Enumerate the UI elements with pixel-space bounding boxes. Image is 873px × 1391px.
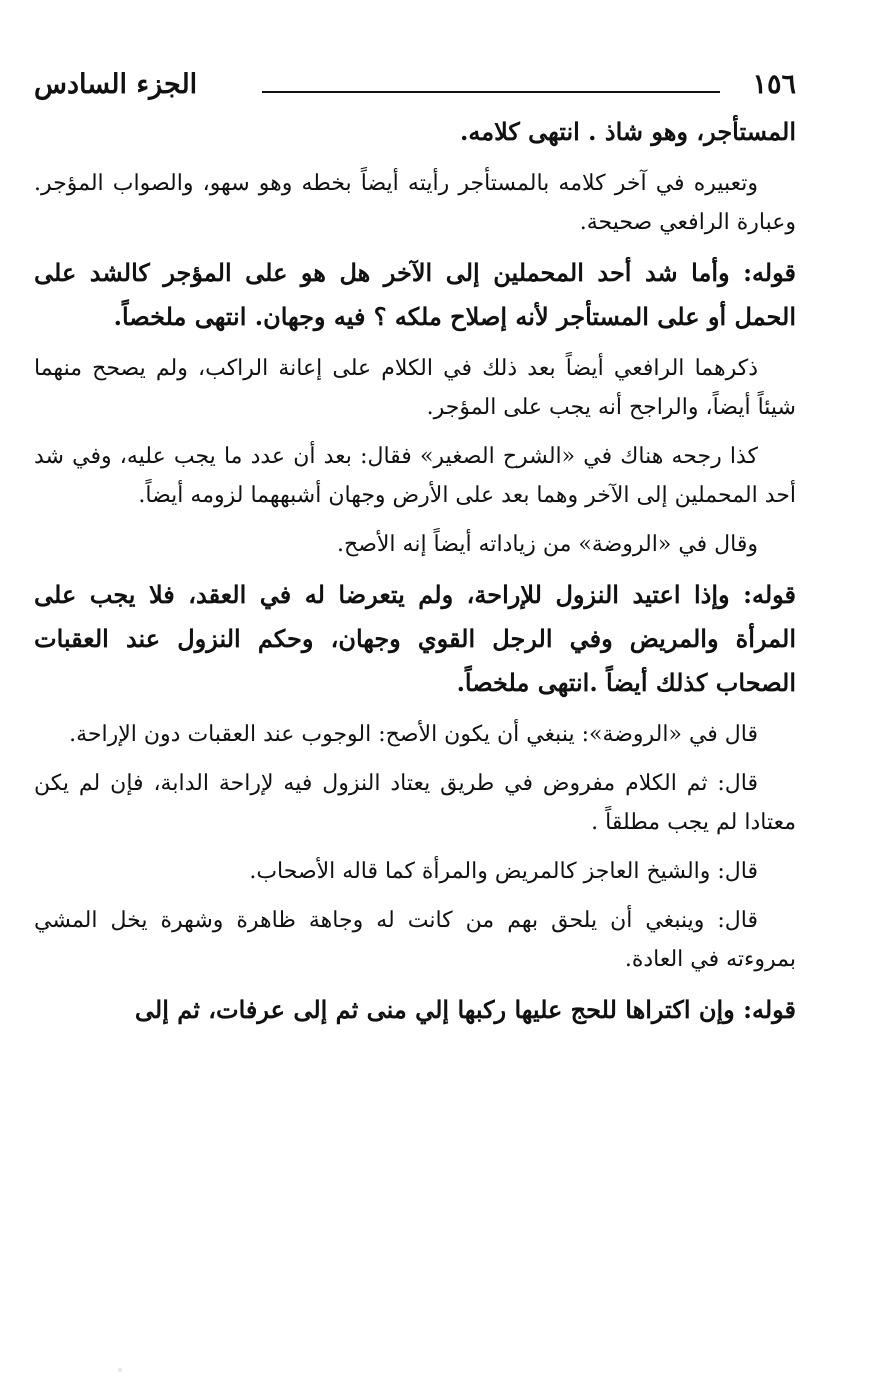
- quoted-statement: قوله: وأما شد أحد المحملين إلى الآخر هل هو على المؤجر كالشد على الحمل أو على المستأجر لأنه إصلاح ملكه ؟ فيه وجهان. انتهى ملخصاً.: [34, 258, 796, 331]
- quoted-statement: قوله: وإن اكتراها للحج عليها ركبها إلي منى ثم إلى عرفات، ثم إلى: [134, 995, 796, 1024]
- paragraph: قال: وينبغي أن يلحق بهم من كانت له وجاهة ظاهرة وشهرة يخل المشي بمروءته في العادة.: [34, 908, 796, 972]
- paragraph: كذا رجحه هناك في «الشرح الصغير» فقال: بعد أن عدد ما يجب عليه، وفي شد أحد المحملين إلى الآخر وهما بعد على الأرض وجهان أشبههما لزومه أيضاً.: [34, 444, 796, 508]
- paragraph-continuation: المستأجر، وهو شاذ . انتهى كلامه.: [459, 117, 796, 146]
- page-number: ١٥٦: [752, 69, 796, 100]
- scan-speck: [118, 1368, 122, 1372]
- paragraph: وقال في «الروضة» من زياداته أيضاً إنه الأصح.: [337, 532, 758, 557]
- paragraph: قال: والشيخ العاجز كالمريض والمرأة كما قاله الأصحاب.: [249, 859, 758, 884]
- paragraph: وتعبيره في آخر كلامه بالمستأجر رأيته أيضاً بخطه وهو سهو، والصواب المؤجر. وعبارة الرافعي صحيحة.: [34, 171, 796, 235]
- header-rule: [262, 91, 720, 93]
- paragraph: قال: ثم الكلام مفروض في طريق يعتاد النزول فيه لإراحة الدابة، فإن لم يكن معتادا لم يجب مطلقاً .: [34, 771, 796, 835]
- running-title: الجزء السادس: [34, 69, 198, 100]
- quoted-statement: قوله: وإذا اعتيد النزول للإراحة، ولم يتعرضا له في العقد، فلا يجب على المرأة والمريض وفي الرجل القوي وجهان، وحكم النزول عند العقبات الصحاب كذلك أيضاً .انتهى ملخصاً.: [34, 580, 796, 697]
- page-header: [34, 66, 796, 110]
- page-body: [34, 110, 796, 1037]
- paragraph: قال في «الروضة»: ينبغي أن يكون الأصح: الوجوب عند العقبات دون الإراحة.: [69, 722, 758, 747]
- paragraph: ذكرهما الرافعي أيضاً بعد ذلك في الكلام على إعانة الراكب، ولم يصحح منهما شيئاً أيضاً، والراجح أنه يجب على المؤجر.: [34, 356, 796, 420]
- book-page: [34, 66, 796, 1037]
